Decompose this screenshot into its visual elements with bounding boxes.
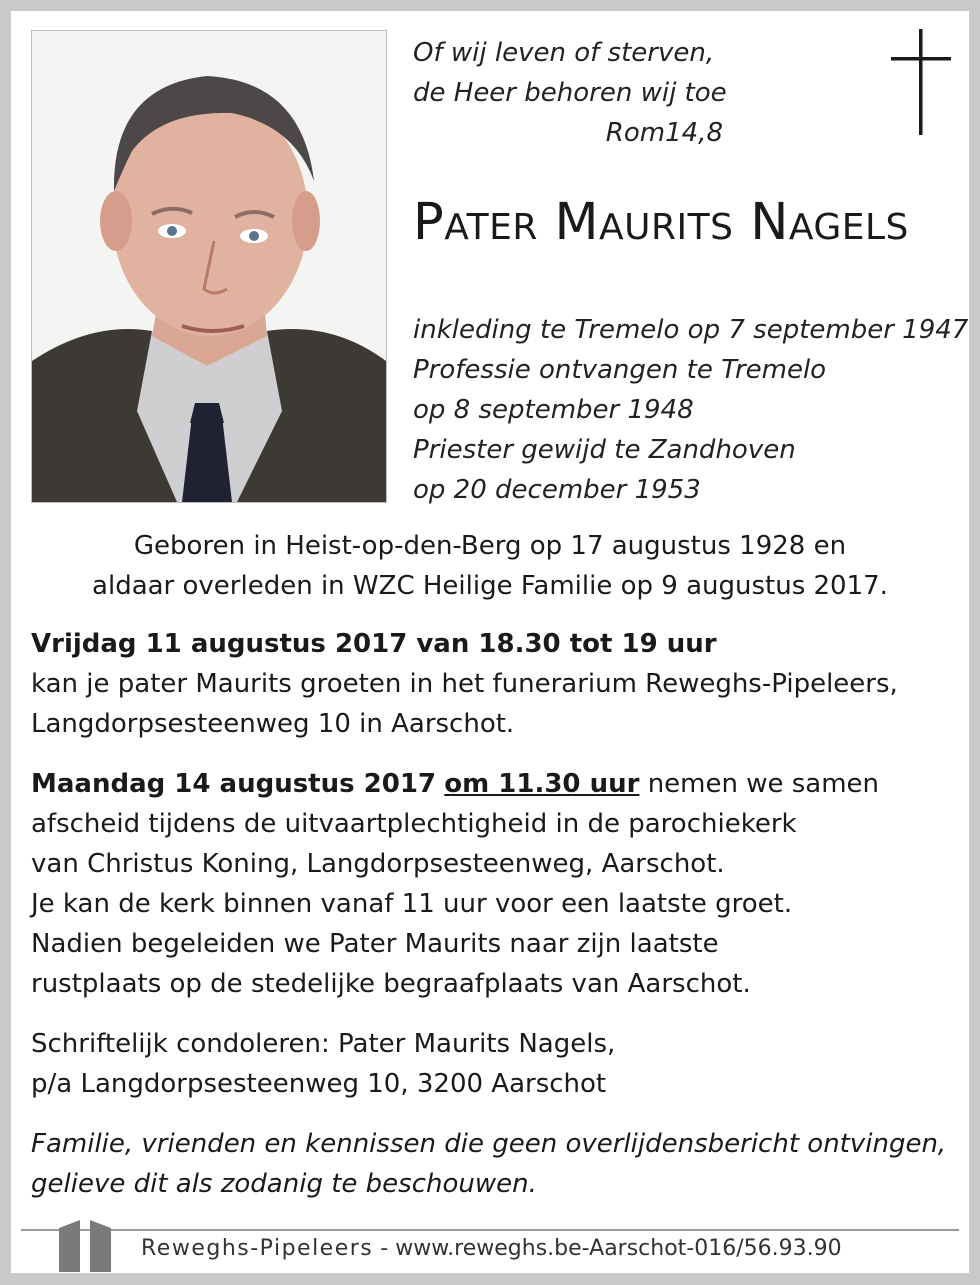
condolences-line-2: p/a Langdorpsesteenweg 10, 3200 Aarschot bbox=[31, 1069, 607, 1099]
footer-divider bbox=[21, 1229, 959, 1231]
funeral-date: Maandag 14 augustus 2017 bbox=[31, 769, 437, 799]
funeral-home-footer bbox=[141, 1233, 961, 1265]
funeral-line: Je kan de kerk binnen vanaf 11 uur voor een laatste groet. bbox=[31, 889, 793, 919]
funeral-home-name: Reweghs-Pipeleers bbox=[141, 1236, 374, 1261]
funeral-line: rustplaats op de stedelijke begraafplaats van Aarschot. bbox=[31, 969, 751, 999]
verse-line-2: de Heer behoren wij toe bbox=[413, 78, 727, 108]
death-line: aldaar overleden in WZC Heilige Familie op 9 augustus 2017. bbox=[92, 571, 888, 601]
funeral-home-city: Aarschot bbox=[589, 1236, 687, 1261]
condolences-paragraph bbox=[31, 1024, 961, 1104]
visitation-paragraph bbox=[31, 624, 961, 744]
cross-icon bbox=[889, 29, 953, 143]
visitation-line-2: Langdorpsesteenweg 10 in Aarschot. bbox=[31, 709, 515, 739]
pillars-logo-icon bbox=[57, 1216, 113, 1276]
portrait-photo bbox=[31, 30, 387, 503]
footer-separator: - bbox=[380, 1236, 389, 1261]
visitation-line-1: kan je pater Maurits groeten in het funerarium Reweghs-Pipeleers, bbox=[31, 669, 898, 699]
verse-reference: Rom14,8 bbox=[605, 118, 723, 148]
condolences-line-1: Schriftelijk condoleren: Pater Maurits Nagels, bbox=[31, 1029, 616, 1059]
funeral-line-1-rest: nemen we samen bbox=[647, 769, 880, 799]
bible-verse bbox=[413, 33, 743, 153]
birth-death-statement bbox=[31, 526, 949, 606]
verse-line-1: Of wij leven of sterven, bbox=[413, 38, 715, 68]
funeral-first-line bbox=[31, 764, 961, 804]
visitation-heading: Vrijdag 11 augustus 2017 van 18.30 tot 19 uur bbox=[31, 629, 717, 659]
funeral-home-phone[interactable]: 016/56.93.90 bbox=[694, 1236, 842, 1261]
funeral-paragraph bbox=[31, 764, 961, 1004]
funeral-line: van Christus Koning, Langdorpsesteenweg, Aarschot. bbox=[31, 849, 725, 879]
milestone-line: op 8 september 1948 bbox=[413, 395, 694, 425]
notice-line-2: gelieve dit als zodanig te beschouwen. bbox=[31, 1169, 537, 1199]
milestone-line: Priester gewijd te Zandhoven bbox=[413, 435, 796, 465]
deceased-name: Pater Maurits Nagels bbox=[413, 193, 909, 252]
obituary-card bbox=[11, 11, 969, 1273]
funeral-time: om 11.30 uur bbox=[444, 769, 640, 799]
footer-separator: - bbox=[581, 1236, 590, 1261]
milestone-line: Professie ontvangen te Tremelo bbox=[413, 355, 827, 385]
notice-line-1: Familie, vrienden en kennissen die geen overlijdensbericht ontvingen, bbox=[31, 1129, 947, 1159]
milestone-line: op 20 december 1953 bbox=[413, 475, 701, 505]
birth-line: Geboren in Heist-op-den-Berg op 17 augustus 1928 en bbox=[133, 531, 847, 561]
notice-paragraph bbox=[31, 1124, 961, 1204]
religious-milestones bbox=[413, 310, 969, 510]
funeral-home-website[interactable]: www.reweghs.be bbox=[395, 1236, 582, 1261]
milestone-line: inkleding te Tremelo op 7 september 1947 bbox=[413, 315, 969, 345]
funeral-line: Nadien begeleiden we Pater Maurits naar zijn laatste bbox=[31, 929, 719, 959]
footer-separator: - bbox=[686, 1236, 695, 1261]
funeral-line: afscheid tijdens de uitvaartplechtigheid in de parochiekerk bbox=[31, 809, 797, 839]
